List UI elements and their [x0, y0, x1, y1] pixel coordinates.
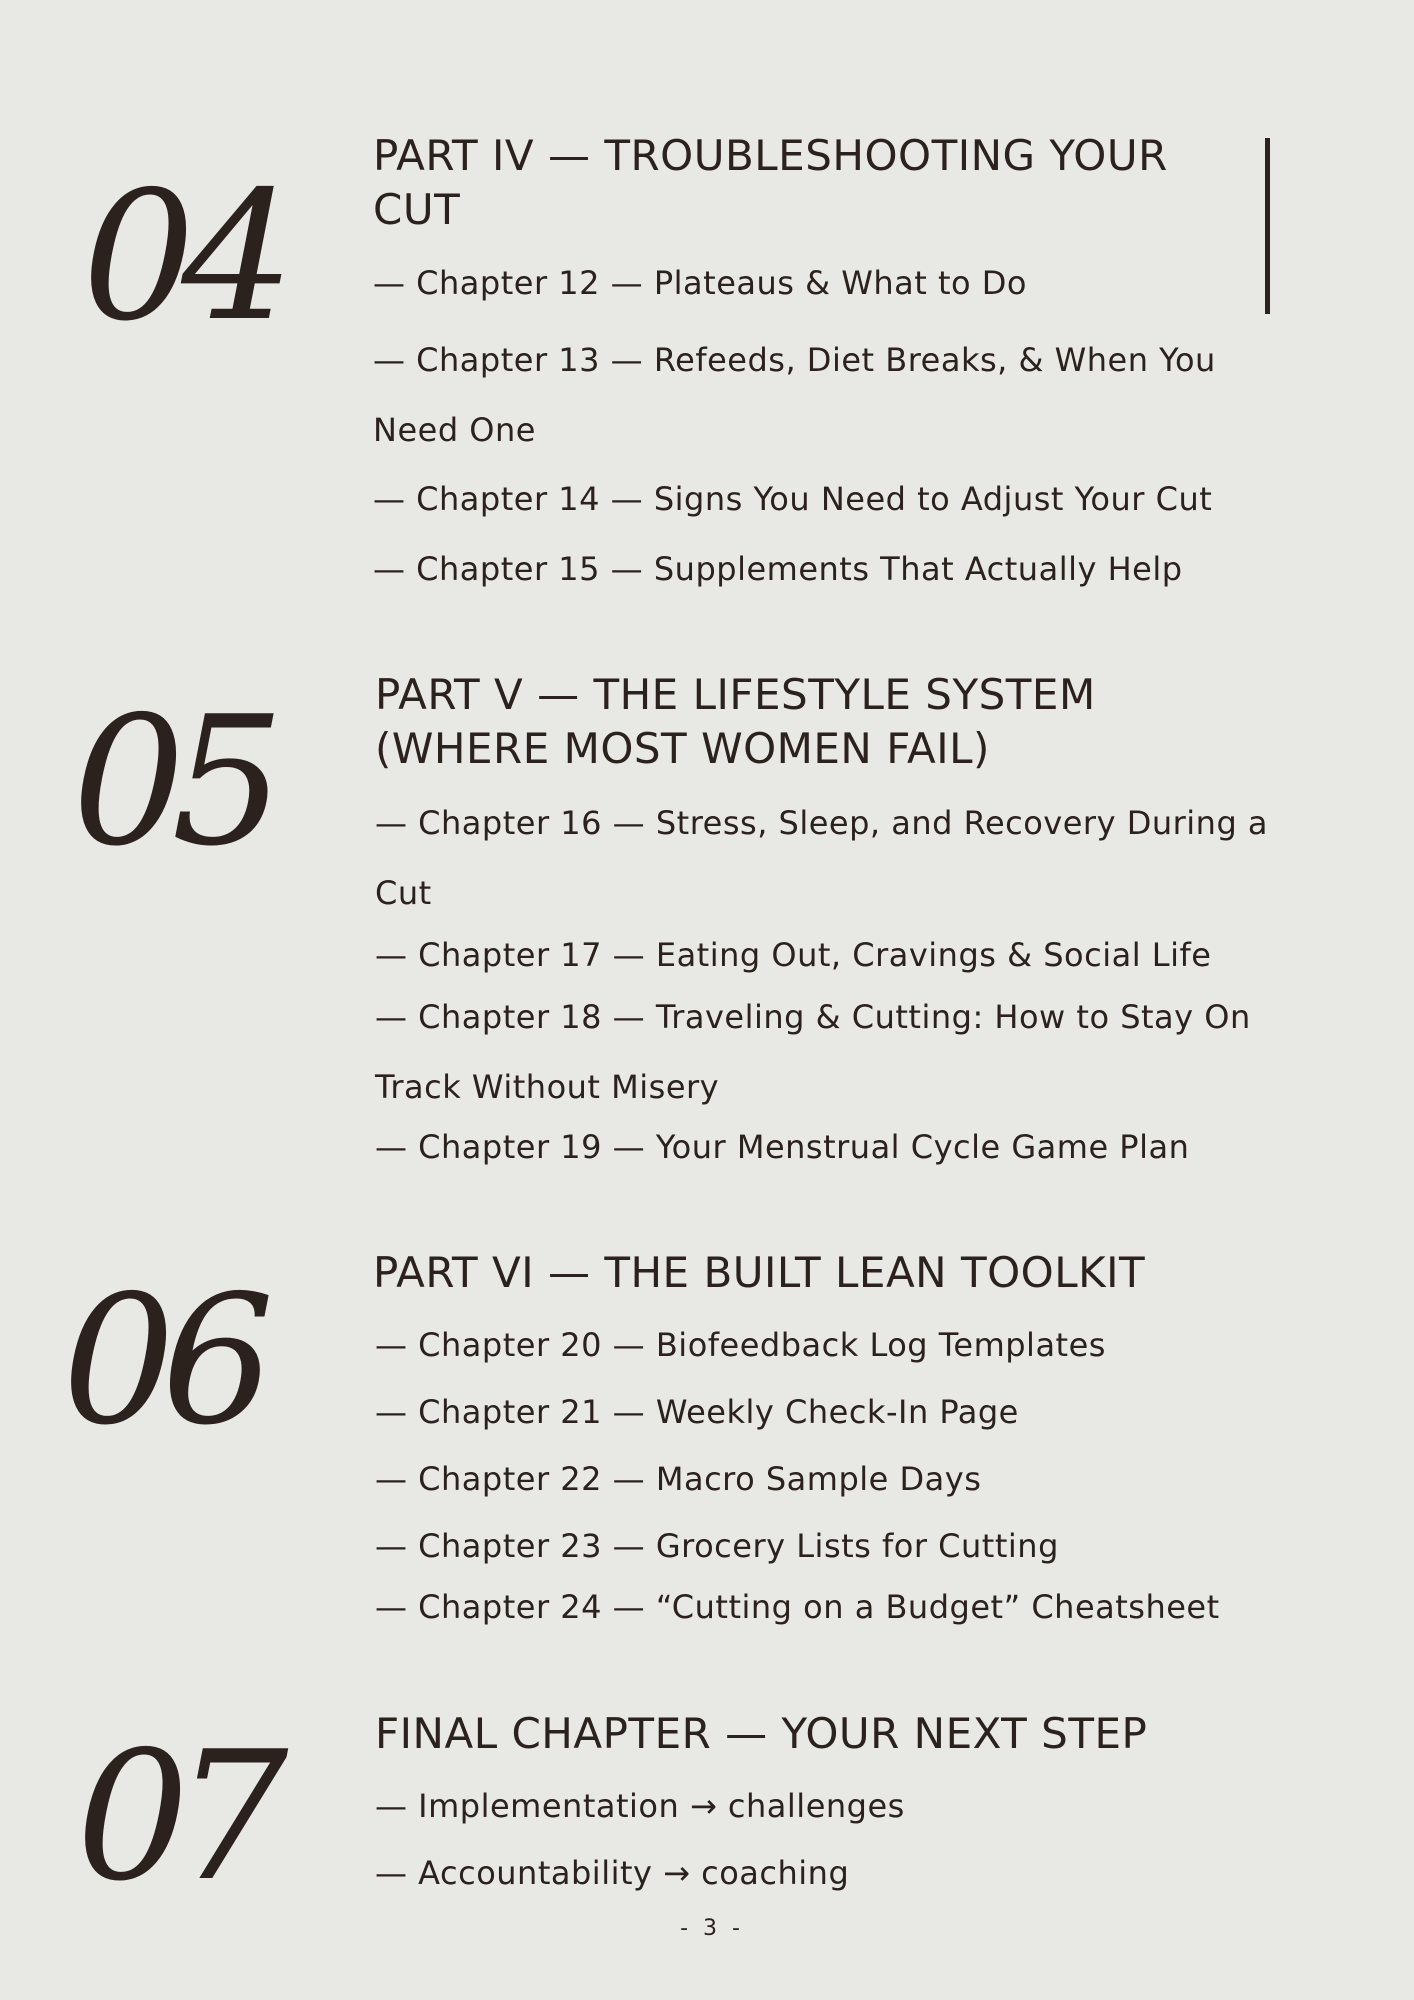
- section-number: 06: [62, 1257, 261, 1464]
- section-title: FINAL CHAPTER — YOUR NEXT STEP: [375, 1709, 1148, 1758]
- section-title: PART VI — THE BUILT LEAN TOOLKIT: [373, 1248, 1146, 1297]
- chapter-item: — Chapter 19 — Your Menstrual Cycle Game Plan: [375, 1128, 1190, 1166]
- chapter-item: — Implementation → challenges: [375, 1787, 905, 1825]
- chapter-item: — Chapter 20 — Biofeedback Log Templates: [375, 1326, 1106, 1364]
- page-number: - 3 -: [680, 1916, 744, 1941]
- chapter-item: — Accountability → coaching: [375, 1854, 850, 1892]
- chapter-item: — Chapter 21 — Weekly Check-In Page: [375, 1393, 1019, 1431]
- chapter-item: — Chapter 23 — Grocery Lists for Cutting: [375, 1527, 1059, 1565]
- section-number: 05: [72, 678, 271, 885]
- chapter-item: — Chapter 18 — Traveling & Cutting: How to Stay On Track Without Misery: [375, 998, 1251, 1106]
- chapter-item: — Chapter 22 — Macro Sample Days: [375, 1460, 982, 1498]
- section-number: 07: [76, 1713, 275, 1920]
- chapter-item: — Chapter 14 — Signs You Need to Adjust Your Cut: [373, 480, 1213, 518]
- chapter-item: — Chapter 24 — “Cutting on a Budget” Cheatsheet: [375, 1588, 1220, 1626]
- chapter-item: — Chapter 15 — Supplements That Actually Help: [373, 550, 1183, 588]
- chapter-item: — Chapter 17 — Eating Out, Cravings & Social Life: [375, 936, 1212, 974]
- section-title: PART V — THE LIFESTYLE SYSTEM (WHERE MOST WOMEN FAIL): [375, 670, 1096, 773]
- section-number: 04: [82, 153, 281, 360]
- section-title: PART IV — TROUBLESHOOTING YOUR CUT: [373, 131, 1168, 234]
- chapter-item: — Chapter 12 — Plateaus & What to Do: [373, 264, 1027, 302]
- chapter-item: — Chapter 16 — Stress, Sleep, and Recovery During a Cut: [375, 804, 1269, 912]
- chapter-item: — Chapter 13 — Refeeds, Diet Breaks, & When You Need One: [373, 341, 1216, 449]
